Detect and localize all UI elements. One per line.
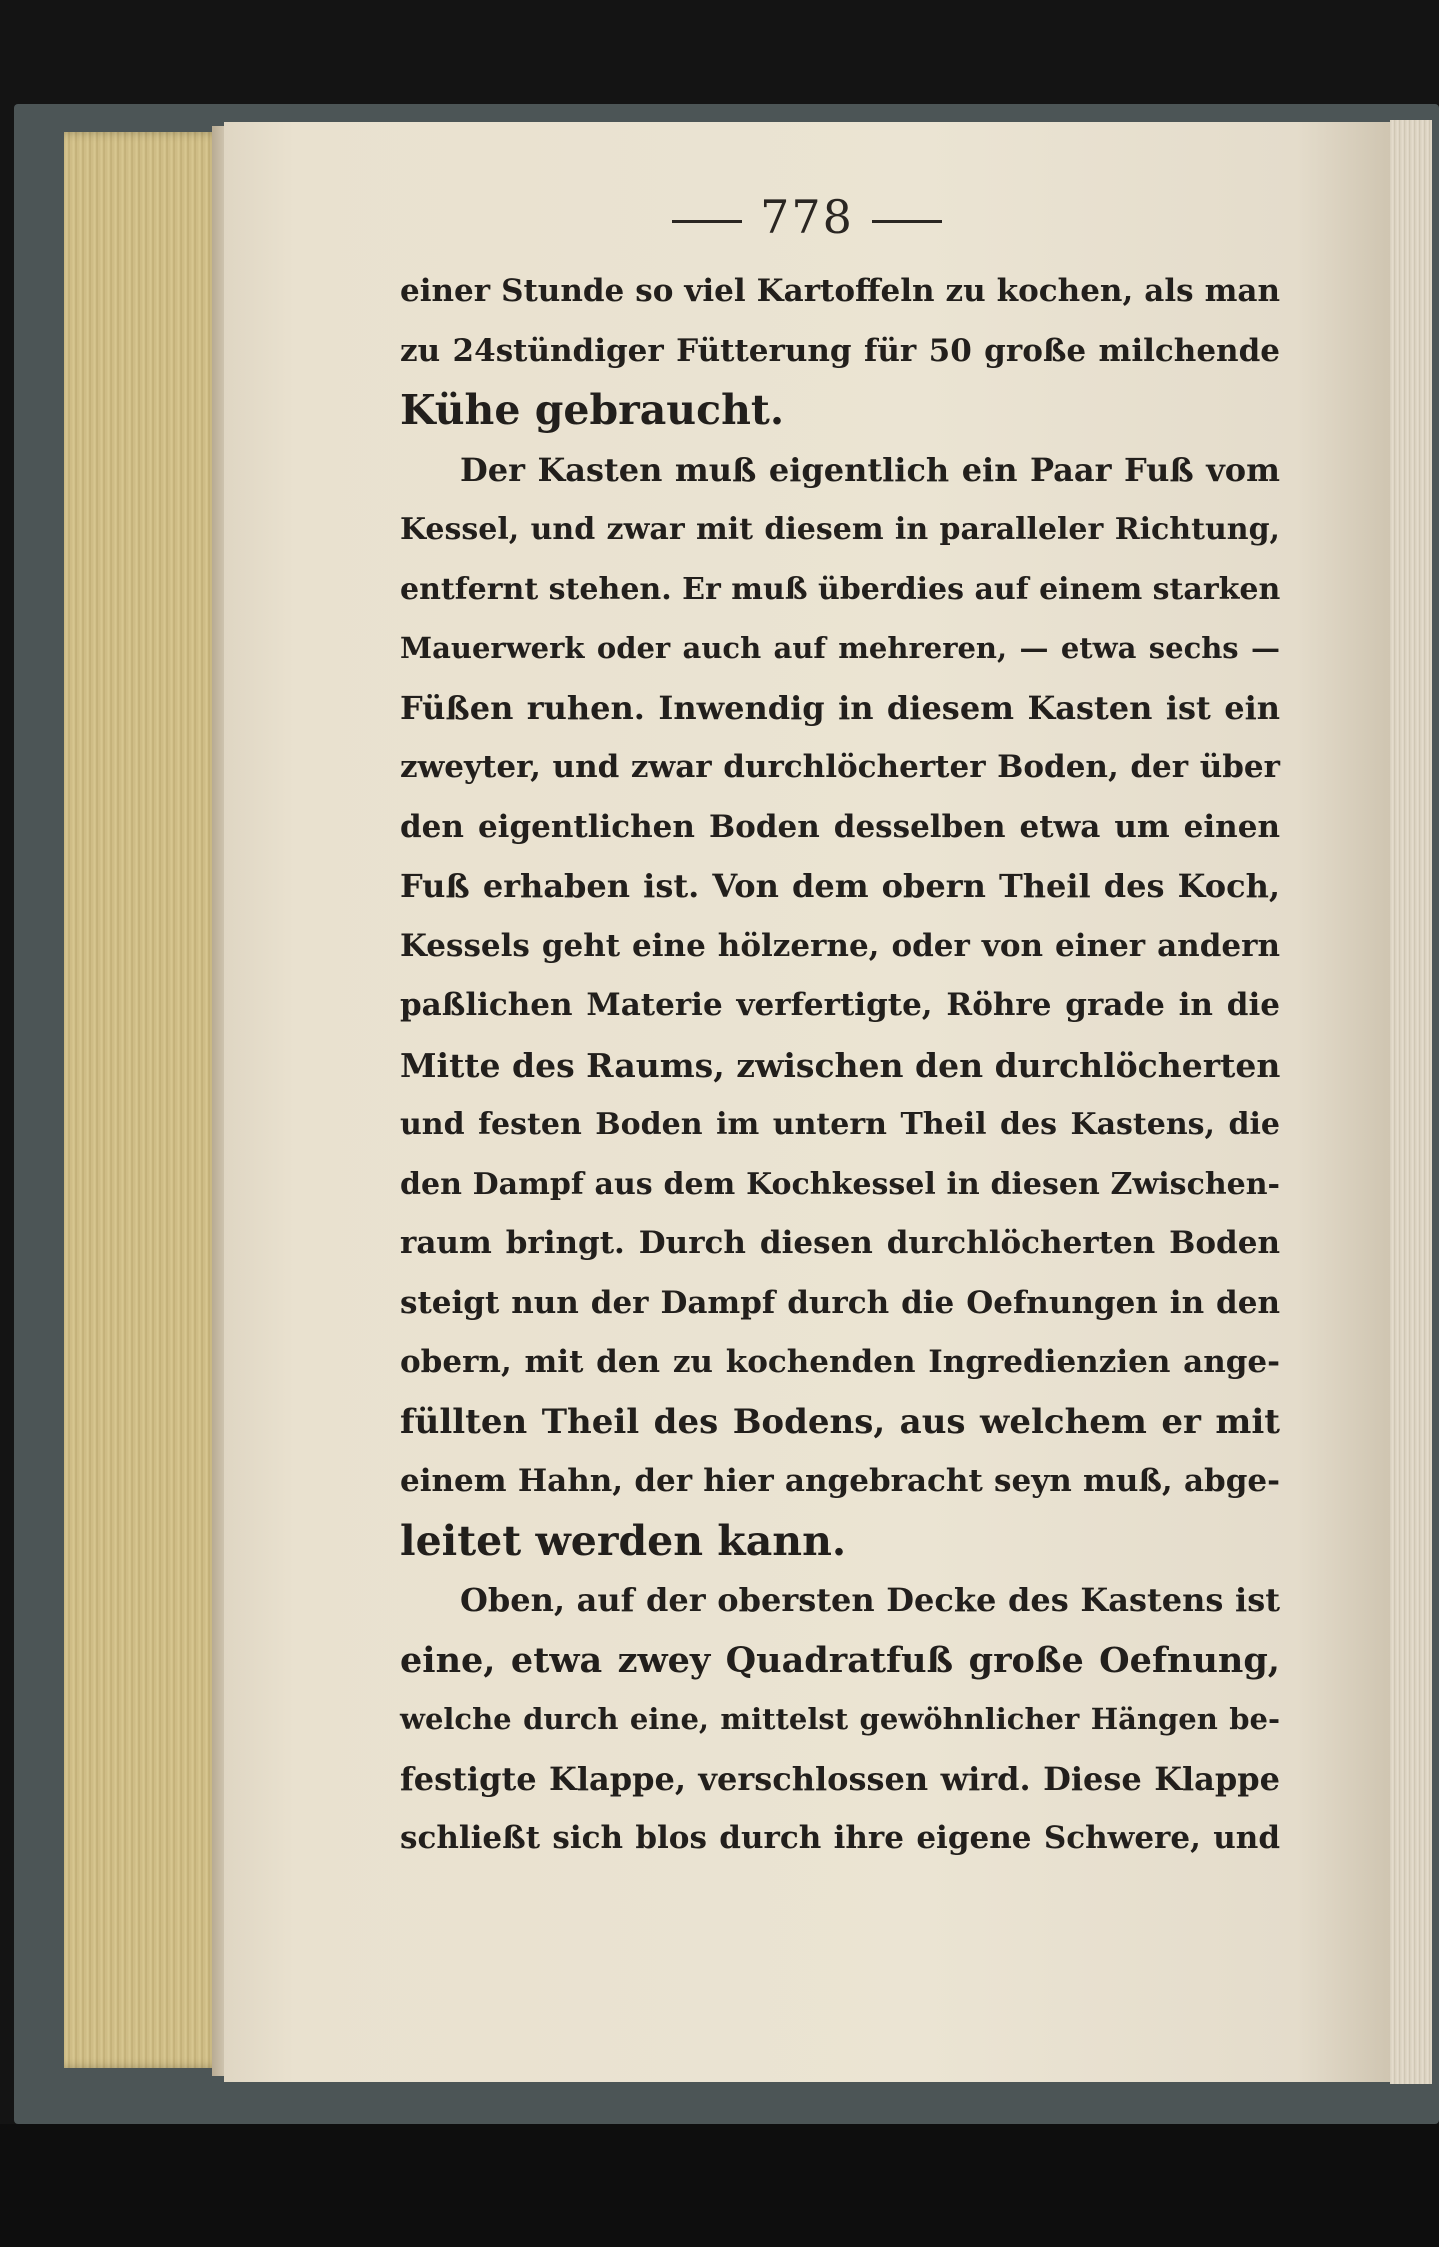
text-line: Mitte des Raums, zwischen den durchlöcherten xyxy=(400,1045,1281,1085)
text-line: Der Kasten muß eigentlich ein Paar Fuß vom xyxy=(460,450,1280,489)
text-line: Oben, auf der obersten Decke des Kastens ist xyxy=(460,1581,1280,1619)
background-shadow xyxy=(0,2124,1439,2247)
text-line: zweyter, und zwar durchlöcherter Boden, der über xyxy=(400,749,1280,785)
text-line: Füßen ruhen. Inwendig in diesem Kasten ist ein xyxy=(400,688,1280,727)
text-line: entfernt stehen. Er muß überdies auf einem starken xyxy=(400,571,1281,607)
page-stack-edge xyxy=(64,132,224,2068)
text-line: raum bringt. Durch diesen durchlöcherten Boden xyxy=(400,1225,1280,1261)
text-line: welche durch eine, mittelst gewöhnlicher Hängen be- xyxy=(400,1702,1280,1736)
text-line: steigt nun der Dampf durch die Oefnungen in den xyxy=(400,1284,1280,1321)
text-line: zu 24stündiger Fütterung für 50 große milchende xyxy=(400,332,1280,369)
body-text xyxy=(400,262,1280,1869)
text-line: einer Stunde so viel Kartoffeln zu kochen, als man xyxy=(400,273,1280,309)
text-line: Kühe gebraucht. xyxy=(400,386,785,434)
page-number: 778 xyxy=(760,190,854,244)
text-line: einem Hahn, der hier angebracht seyn muß, abge- xyxy=(400,1463,1280,1499)
text-line: eine, etwa zwey Quadratfuß große Oefnung, xyxy=(400,1639,1280,1681)
text-line: paßlichen Materie verfertigte, Röhre grade in die xyxy=(400,987,1280,1023)
text-line: obern, mit den zu kochenden Ingredienzien ange- xyxy=(400,1344,1280,1380)
text-line: den eigentlichen Boden desselben etwa um einen xyxy=(400,808,1280,845)
header-dash-left xyxy=(672,220,742,223)
text-line: Kessel, und zwar mit diesem in paralleler Richtung, xyxy=(400,512,1280,547)
text-line: leitet werden kann. xyxy=(400,1516,847,1565)
text-line: Mauerwerk oder auch auf mehreren, — etwa sechs — xyxy=(400,631,1280,665)
text-line: und festen Boden im untern Theil des Kastens, die xyxy=(400,1107,1280,1142)
text-line: Kessels geht eine hölzerne, oder von einer andern xyxy=(400,927,1280,964)
text-line: festigte Klappe, verschlossen wird. Diese Klappe xyxy=(400,1759,1280,1798)
page-right-edge xyxy=(1390,120,1432,2084)
text-line: den Dampf aus dem Kochkessel in diesen Zwischen- xyxy=(400,1166,1280,1202)
text-line: Fuß erhaben ist. Von dem obern Theil des Koch, xyxy=(400,867,1280,905)
header-dash-right xyxy=(872,220,942,223)
text-line: füllten Theil des Bodens, aus welchem er mit xyxy=(400,1401,1280,1442)
page-header xyxy=(224,190,1390,250)
text-line: schließt sich blos durch ihre eigene Schwere, und xyxy=(400,1820,1280,1856)
